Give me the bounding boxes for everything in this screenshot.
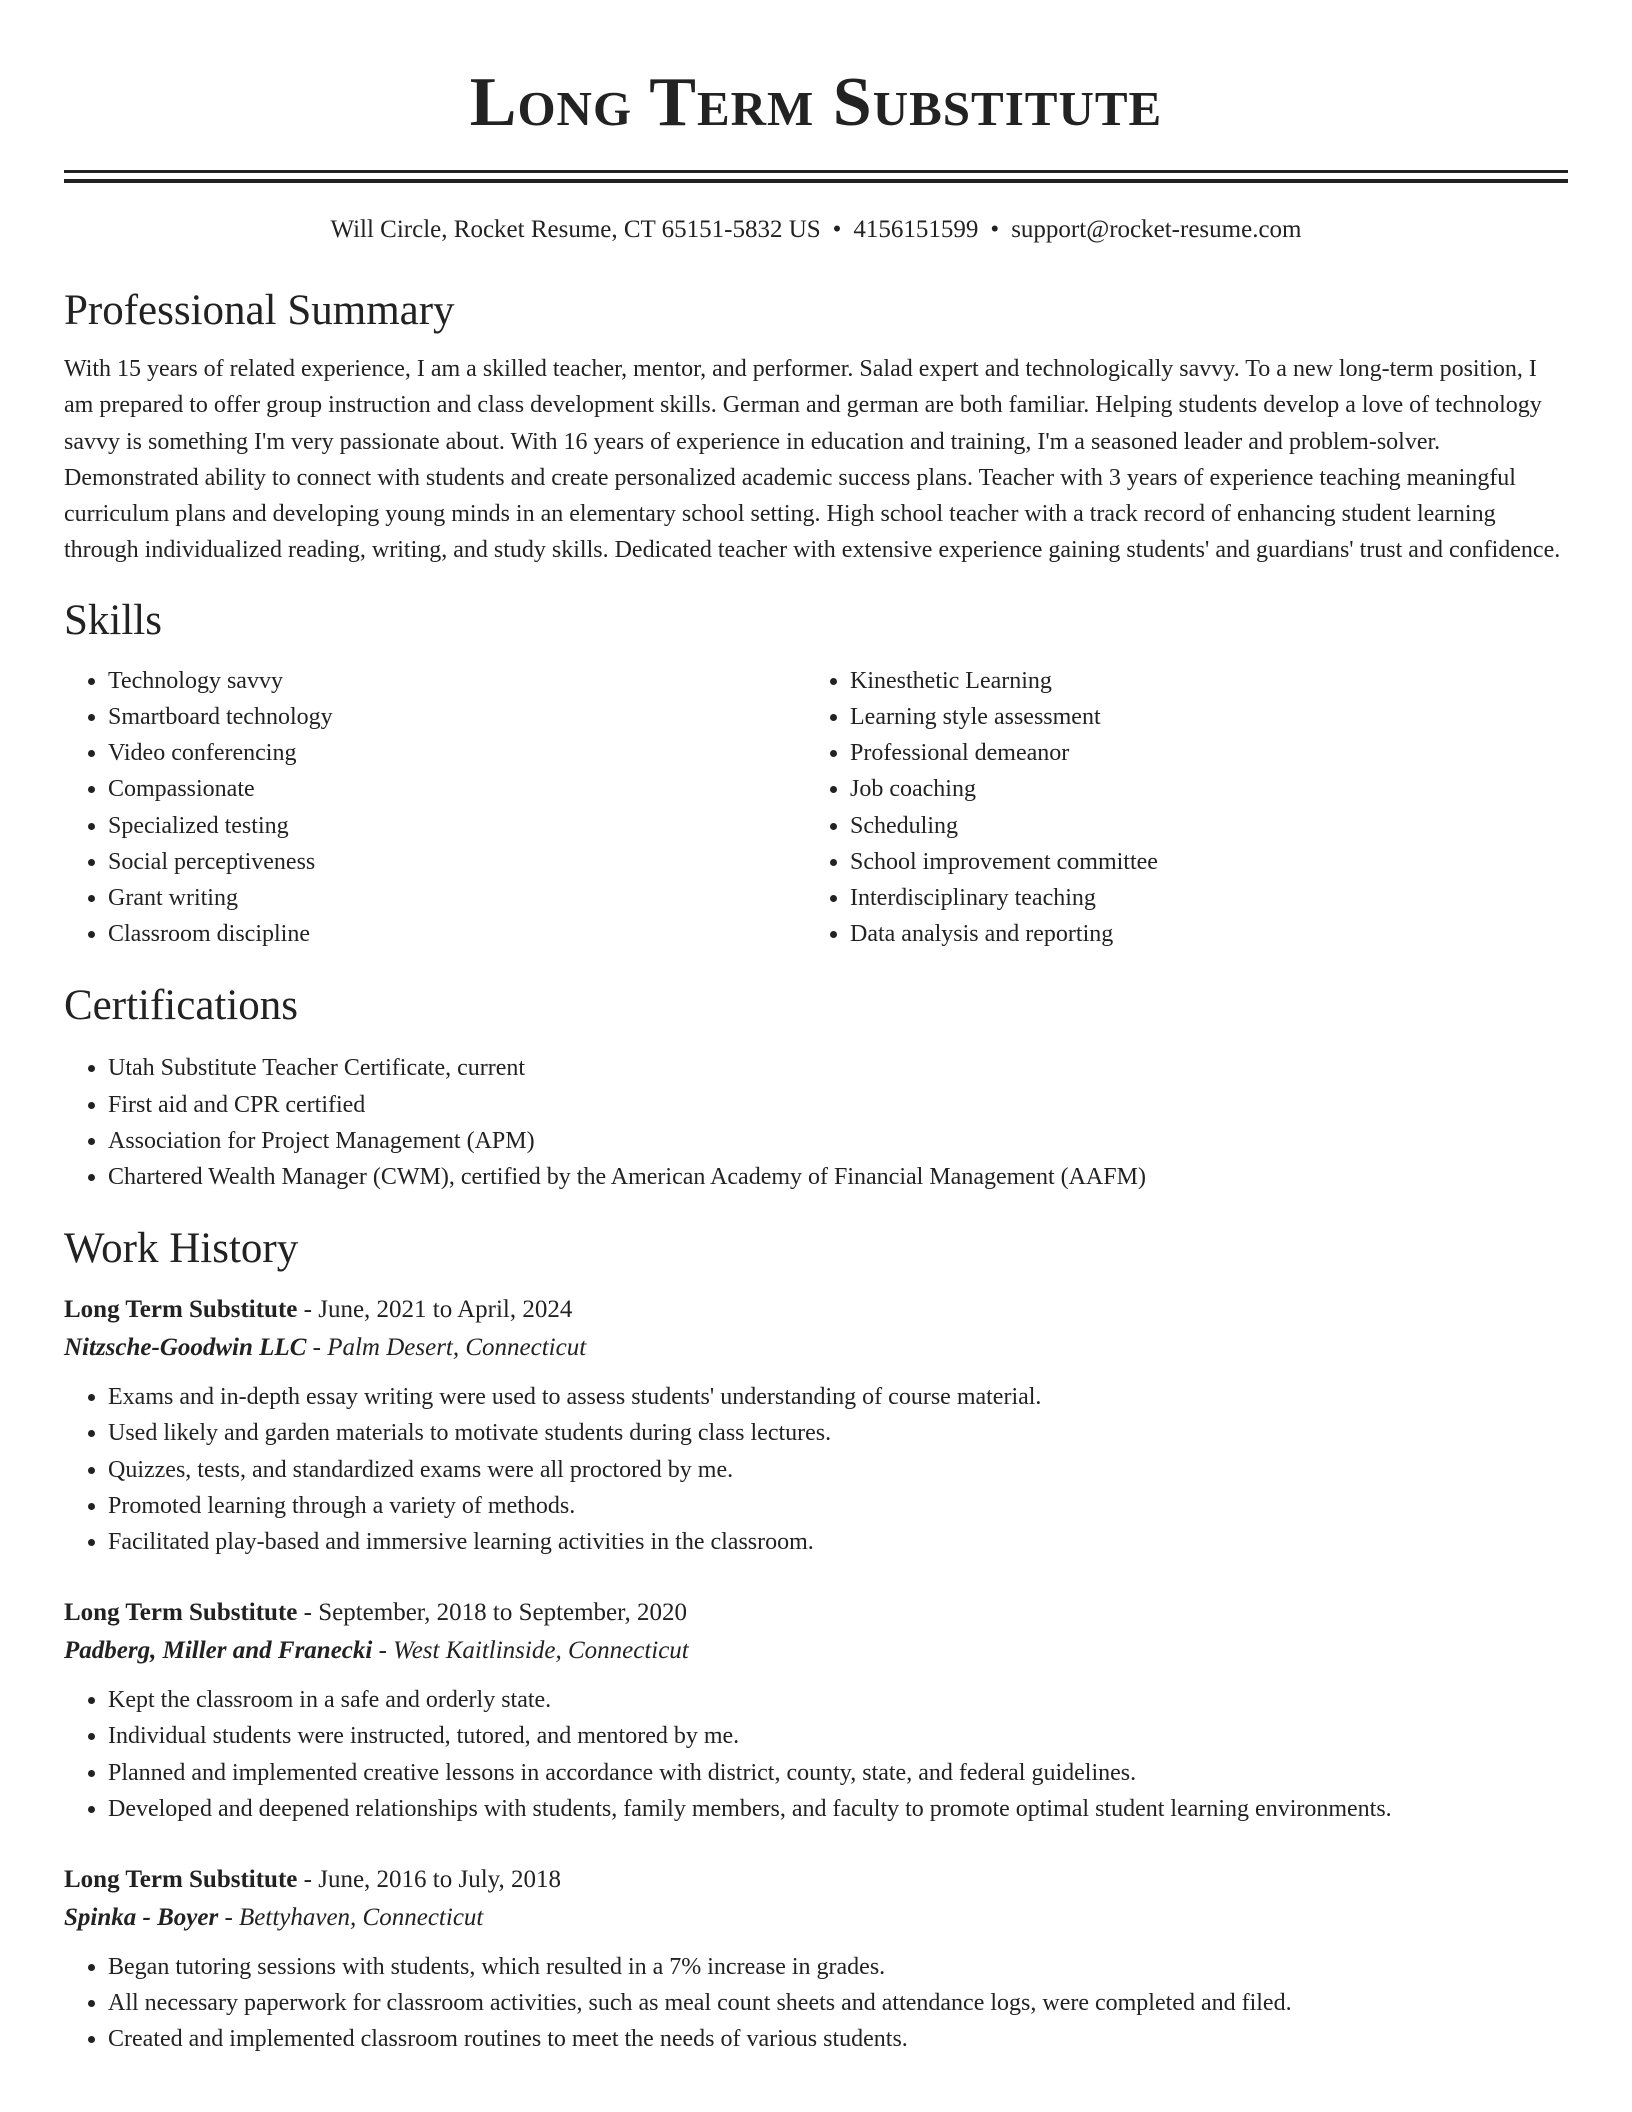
job-duty-item: • Exams and in-depth essay writing were used to assess students' understanding of course material. xyxy=(108,1379,1568,1415)
job-title-line xyxy=(64,1861,1568,1899)
skill-item: • Smartboard technology xyxy=(108,699,806,735)
skill-item: • Job coaching xyxy=(850,771,1548,807)
resume-name-title: Long Term Substitute xyxy=(469,64,1163,141)
skill-item: • Social perceptiveness xyxy=(108,844,806,880)
work-history-heading: Work History xyxy=(64,1225,299,1273)
job-duty-item: • Began tutoring sessions with students, which resulted in a 7% increase in grades. xyxy=(108,1949,1568,1985)
skills-heading: Skills xyxy=(64,596,162,644)
skills-list-right xyxy=(806,663,1548,953)
contact-email: support@rocket-resume.com xyxy=(1011,216,1302,243)
certification-item: • Utah Substitute Teacher Certificate, current xyxy=(108,1050,1568,1086)
skill-item: • Data analysis and reporting xyxy=(850,916,1548,952)
skill-item: • Kinesthetic Learning xyxy=(850,663,1548,699)
job-title: Long Term Substitute xyxy=(64,1599,298,1627)
job-duty-item: • Promoted learning through a variety of methods. xyxy=(108,1488,1568,1524)
contact-line xyxy=(64,213,1568,247)
job-duties-list xyxy=(64,1949,1568,2058)
skill-item: • Professional demeanor xyxy=(850,735,1548,771)
job-dates: - September, 2018 to September, 2020 xyxy=(297,1599,687,1627)
job-title: Long Term Substitute xyxy=(64,1296,298,1324)
job-title: Long Term Substitute xyxy=(64,1866,298,1894)
job-duties-list xyxy=(64,1682,1568,1827)
job-location: - Bettyhaven, Connecticut xyxy=(218,1904,484,1932)
certification-item: • Association for Project Management (APM) xyxy=(108,1123,1568,1159)
job-entry xyxy=(64,1594,1568,1827)
job-company-line xyxy=(64,1329,1568,1367)
job-duty-item: • Individual students were instructed, tutored, and mentored by me. xyxy=(108,1718,1568,1754)
skill-item: • School improvement committee xyxy=(850,844,1548,880)
certifications-list xyxy=(64,1050,1568,1195)
summary-heading: Professional Summary xyxy=(64,287,455,334)
skill-item: • Specialized testing xyxy=(108,808,806,844)
job-company: Padberg, Miller and Franecki xyxy=(64,1637,373,1665)
skill-item: • Scheduling xyxy=(850,808,1548,844)
summary-text: With 15 years of related experience, I am a skilled teacher, mentor, and performer. Salad expert and technologically savvy. To a new long-term position, I am prepared to offer group instruction and class development skills. German and german are both familiar. Helping students develop a love of technology savvy is something I'm very passionate about. With 16 years of experience in education and training, I'm a seasoned leader and problem-solver. Demonstrated ability to connect with students and create personalized academic success plans. Teacher with 3 years of experience teaching meaningful curriculum plans and developing young minds in an elementary school setting. High school teacher with a track record of enhancing student learning through individualized reading, writing, and study skills. Dedicated teacher with extensive experience gaining students' and guardians' trust and confidence. xyxy=(64,356,1561,564)
certification-item: • First aid and CPR certified xyxy=(108,1087,1568,1123)
certification-item: • Chartered Wealth Manager (CWM), certified by the American Academy of Financial Management (AAFM) xyxy=(108,1159,1568,1195)
skill-item: • Interdisciplinary teaching xyxy=(850,880,1548,916)
job-duty-item: • Used likely and garden materials to motivate students during class lectures. xyxy=(108,1415,1568,1451)
skill-item: • Learning style assessment xyxy=(850,699,1548,735)
job-title-line xyxy=(64,1594,1568,1632)
contact-separator: • xyxy=(990,216,1000,243)
job-duty-item: • Kept the classroom in a safe and orderly state. xyxy=(108,1682,1568,1718)
contact-address: Will Circle, Rocket Resume, CT 65151-5832 US xyxy=(330,216,821,243)
skills-list-left xyxy=(64,663,806,953)
job-duty-item: • Developed and deepened relationships with students, family members, and faculty to promote optimal student learning environments. xyxy=(108,1791,1568,1827)
job-location: - West Kaitlinside, Connecticut xyxy=(372,1637,689,1665)
job-duty-item: • Quizzes, tests, and standardized exams were all proctored by me. xyxy=(108,1452,1568,1488)
skill-item: • Classroom discipline xyxy=(108,916,806,952)
skills-column-left xyxy=(64,663,806,953)
job-duty-item: • Facilitated play-based and immersive learning activities in the classroom. xyxy=(108,1524,1568,1560)
job-entry xyxy=(64,1291,1568,1560)
skill-item: • Grant writing xyxy=(108,880,806,916)
skills-columns xyxy=(64,663,1568,953)
skill-item: • Video conferencing xyxy=(108,735,806,771)
job-company-line xyxy=(64,1632,1568,1670)
job-duty-item: • Created and implemented classroom routines to meet the needs of various students. xyxy=(108,2021,1568,2057)
skills-column-right xyxy=(806,663,1548,953)
job-company: Nitzsche-Goodwin LLC xyxy=(64,1334,307,1362)
header-divider-top xyxy=(64,170,1568,173)
contact-phone: 4156151599 xyxy=(853,216,979,243)
job-dates: - June, 2021 to April, 2024 xyxy=(297,1296,573,1324)
job-company-line xyxy=(64,1899,1568,1937)
resume-page xyxy=(64,0,1568,2058)
job-title-line xyxy=(64,1291,1568,1329)
job-entry xyxy=(64,1861,1568,2058)
contact-separator: • xyxy=(832,216,842,243)
job-location: - Palm Desert, Connecticut xyxy=(306,1334,587,1362)
header-divider-bottom xyxy=(64,179,1568,183)
job-duty-item: • Planned and implemented creative lessons in accordance with district, county, state, and federal guidelines. xyxy=(108,1755,1568,1791)
skill-item: • Compassionate xyxy=(108,771,806,807)
skill-item: • Technology savvy xyxy=(108,663,806,699)
job-duty-item: • All necessary paperwork for classroom activities, such as meal count sheets and attendance logs, were completed and filed. xyxy=(108,1985,1568,2021)
job-duties-list xyxy=(64,1379,1568,1560)
certifications-heading: Certifications xyxy=(64,982,299,1030)
job-company: Spinka - Boyer xyxy=(64,1904,219,1932)
job-dates: - June, 2016 to July, 2018 xyxy=(297,1866,562,1894)
